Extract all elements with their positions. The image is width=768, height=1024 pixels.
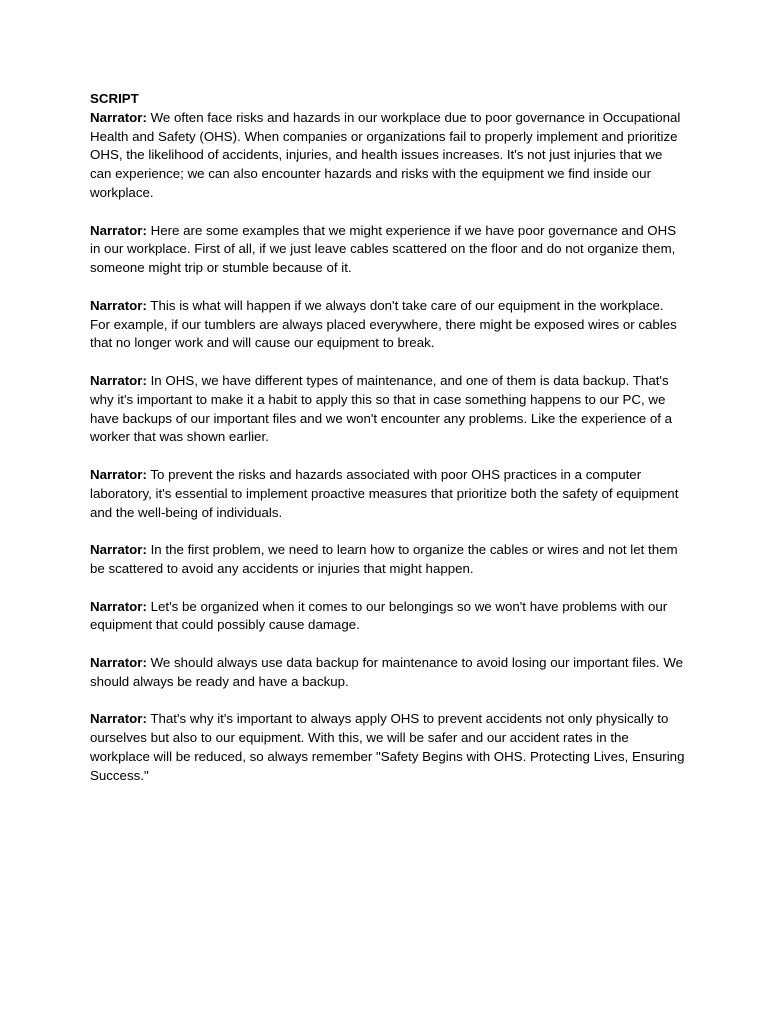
paragraph-text: We should always use data backup for maintenance to avoid losing our important files. We should always be ready and have a backup. — [90, 654, 684, 689]
paragraph-text: Let's be organized when it comes to our belongings so we won't have problems with our equipment that could possibly cause damage. — [90, 598, 668, 633]
script-paragraph — [90, 372, 686, 447]
speaker-label: Narrator: — [90, 372, 147, 388]
paragraph-text: That's why it's important to always apply OHS to prevent accidents not only physically to ourselves but also to our equipment. With this, we will be safer and our accident rates in the workplace will be reduced, so always remember "Safety Begins with OHS. Protecting Lives, Ensuring Success." — [90, 711, 685, 783]
speaker-label: Narrator: — [90, 466, 147, 482]
speaker-label: Narrator: — [90, 711, 147, 727]
paragraph-text: This is what will happen if we always don't take care of our equipment in the workplace. For example, if our tumblers are always placed everywhere, there might be exposed wires or cables that no longer work and will cause our equipment to break. — [90, 297, 677, 351]
speaker-label: Narrator: — [90, 654, 147, 670]
paragraph-text: Here are some examples that we might experience if we have poor governance and OHS in our workplace. First of all, if we just leave cables scattered on the floor and do not organize them, someone might trip or stumble because of it. — [90, 222, 677, 276]
script-paragraph — [90, 222, 686, 278]
document-body — [90, 90, 686, 785]
script-paragraph — [90, 654, 686, 692]
paragraph-text: We often face risks and hazards in our workplace due to poor governance in Occupational Health and Safety (OHS). When companies or organizations fail to properly implement and prioritize OHS, the likelihood of accidents, injuries, and health issues increases. It's not just injuries that we can experience; we can also encounter hazards and risks with the equipment we find inside our workplace. — [90, 109, 681, 200]
script-paragraph — [90, 598, 686, 636]
speaker-label: Narrator: — [90, 542, 147, 558]
paragraph-text: In the first problem, we need to learn how to organize the cables or wires and not let them be scattered to avoid any accidents or injuries that might happen. — [90, 542, 678, 576]
speaker-label: Narrator: — [90, 598, 147, 614]
speaker-label: Narrator: — [90, 222, 147, 238]
script-paragraph — [90, 109, 686, 203]
speaker-label: Narrator: — [90, 109, 147, 125]
paragraph-text: In OHS, we have different types of maintenance, and one of them is data backup. That's why it's important to make it a habit to apply this so that in case something happens to our PC, we have backups of our important files and we won't encounter any problems. Like the experience of a worker that was shown earlier. — [90, 372, 673, 445]
script-paragraph — [90, 710, 686, 785]
script-paragraph — [90, 466, 686, 522]
document-title: SCRIPT — [90, 91, 139, 106]
paragraph-text: To prevent the risks and hazards associated with poor OHS practices in a computer laboratory, it's essential to implement proactive measures that prioritize both the safety of equipment and the well-being of individuals. — [90, 466, 679, 520]
speaker-label: Narrator: — [90, 297, 147, 313]
script-paragraph — [90, 297, 686, 353]
script-paragraph — [90, 541, 686, 579]
